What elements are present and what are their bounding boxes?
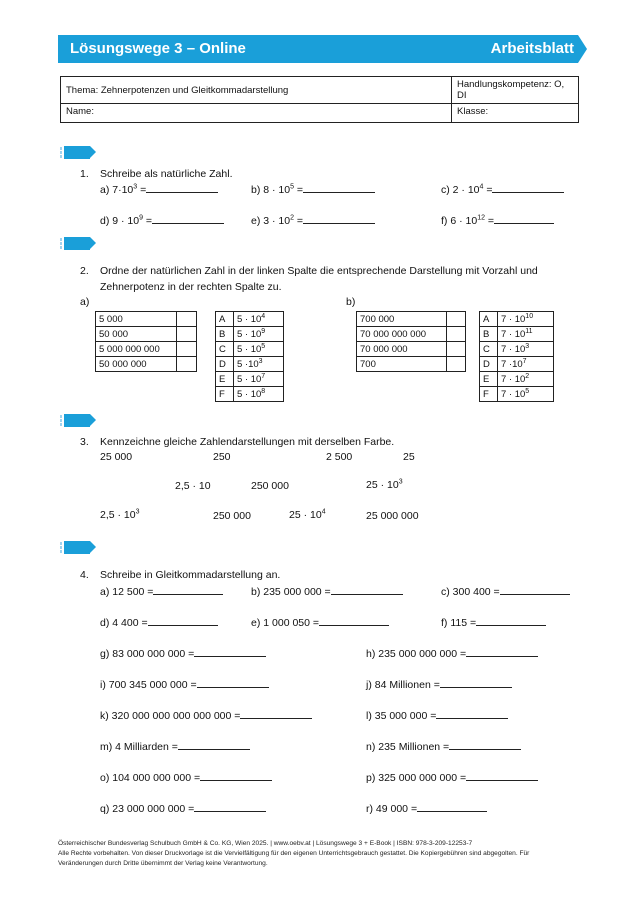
task1-item-a: a) $7\cdot 10^3$ =: [100, 182, 218, 196]
task1-item-f: f) $6 \cdot 10^{12}$ =: [441, 213, 554, 227]
option-value: $7 \cdot 10^5$: [498, 387, 554, 402]
answer-line[interactable]: [148, 615, 218, 626]
answer-line[interactable]: [492, 182, 564, 193]
option-letter: F: [480, 387, 498, 402]
number-cell: 5 000: [96, 312, 177, 327]
answer-line[interactable]: [153, 584, 223, 595]
task3-value[interactable]: $25 \cdot 10^3$: [366, 478, 403, 491]
answer-line[interactable]: [466, 646, 538, 657]
task3-number: 3.: [80, 436, 89, 448]
number-cell: 70 000 000 000: [357, 327, 447, 342]
option-letter: A: [480, 312, 498, 327]
task1-item-b: b) $8 \cdot 10^5$ =: [251, 182, 375, 196]
option-value: $5 \cdot 10^5$: [234, 342, 284, 357]
answer-line[interactable]: [197, 677, 269, 688]
task4-item: p) 325 000 000 000 =: [366, 770, 538, 784]
option-letter: B: [216, 327, 234, 342]
option-letter: A: [216, 312, 234, 327]
number-cell: 700 000: [357, 312, 447, 327]
task3-instruction: Kennzeichne gleiche Zahlendarstellungen mit derselben Farbe.: [100, 436, 395, 448]
task3-value[interactable]: $25 \cdot 10^4$: [289, 508, 326, 521]
number-cell: 700: [357, 357, 447, 372]
task2-instruction-2: Zehnerpotenz in der rechten Spalte zu.: [100, 281, 282, 293]
task2-a-label: a): [80, 296, 90, 308]
task4-number: 4.: [80, 569, 89, 581]
answer-line[interactable]: [303, 182, 375, 193]
option-value: $7 \cdot 10^7$: [498, 357, 554, 372]
answer-line[interactable]: [500, 584, 570, 595]
answer-line[interactable]: [152, 213, 224, 224]
answer-cell[interactable]: [177, 342, 197, 357]
footer: [58, 839, 578, 869]
option-value: $5 \cdot 10^4$: [234, 312, 284, 327]
answer-line[interactable]: [331, 584, 403, 595]
header-label: Arbeitsblatt: [490, 40, 574, 57]
task1-number: 1.: [80, 168, 89, 180]
task2-b-label: b): [346, 296, 356, 308]
task1-instruction: Schreibe als natürliche Zahl.: [100, 168, 233, 180]
header-banner: [58, 35, 578, 63]
task4-item: f) 115 =: [441, 615, 546, 629]
number-cell: 5 000 000 000: [96, 342, 177, 357]
task2b-numbers-table: [356, 311, 466, 372]
task1-item-e: e) $3 \cdot 10^2$ =: [251, 213, 375, 227]
thema-cell: Thema: Zehnerpotenzen und Gleitkommadarstellung: [61, 77, 452, 104]
task4-item: h) 235 000 000 000 =: [366, 646, 538, 660]
answer-cell[interactable]: [177, 327, 197, 342]
option-value: $7 \cdot 10^3$: [498, 342, 554, 357]
header-arrow: [578, 35, 587, 63]
number-cell: 70 000 000: [357, 342, 447, 357]
section-marker-icon: [60, 237, 94, 250]
answer-line[interactable]: [466, 770, 538, 781]
task4-item: c) 300 400 =: [441, 584, 570, 598]
task4-item: d) 4 400 =: [100, 615, 218, 629]
header-title: Lösungswege 3 – Online: [70, 40, 246, 57]
task3-value[interactable]: 25 000: [100, 451, 133, 463]
task2b-options-table: [479, 311, 554, 402]
task4-item: a) 12 500 =: [100, 584, 223, 598]
footer-line: Alle Rechte vorbehalten. Von dieser Druckvorlage ist die Vervielfältigung für den eigenen Unterrichtsgebrauch gestattet. Die Kopiergebühren sind abgegolten. Für: [58, 850, 530, 857]
answer-line[interactable]: [476, 615, 546, 626]
option-letter: D: [216, 357, 234, 372]
name-cell: Name:: [61, 104, 452, 123]
answer-cell[interactable]: [177, 357, 197, 372]
option-value: $7 \cdot 10^{11}$: [498, 327, 554, 342]
number-cell: 50 000: [96, 327, 177, 342]
answer-cell[interactable]: [177, 312, 197, 327]
task4-item: i) 700 345 000 000 =: [100, 677, 269, 691]
task3-value[interactable]: 250 000: [213, 510, 251, 522]
answer-cell[interactable]: [447, 327, 466, 342]
task4-item: e) 1 000 050 =: [251, 615, 389, 629]
task2-number: 2.: [80, 265, 89, 277]
answer-line[interactable]: [178, 739, 250, 750]
answer-line[interactable]: [240, 708, 312, 719]
option-letter: C: [480, 342, 498, 357]
task3-value[interactable]: $2,5 \cdot 10^3$: [100, 508, 140, 521]
answer-line[interactable]: [194, 646, 266, 657]
option-letter: C: [216, 342, 234, 357]
task4-item: k) 320 000 000 000 000 000 =: [100, 708, 312, 722]
task4-item: m) 4 Milliarden =: [100, 739, 250, 753]
number-cell: 50 000 000: [96, 357, 177, 372]
answer-cell[interactable]: [447, 312, 466, 327]
footer-line: Österreichischer Bundesverlag Schulbuch GmbH & Co. KG, Wien 2025. | www.oebv.at | Lösungswege 3 + E-Book | ISBN: 978-3-209-12253-7: [58, 840, 473, 847]
task4-item: q) 23 000 000 000 =: [100, 801, 266, 815]
kompetenz-cell: Handlungskompetenz: O, DI: [452, 77, 579, 104]
option-value: $5 \cdot 10^8$: [234, 387, 284, 402]
option-letter: D: [480, 357, 498, 372]
task4-item: g) 83 000 000 000 =: [100, 646, 266, 660]
task1-item-d: d) $9 \cdot 10^9$ =: [100, 213, 224, 227]
answer-line[interactable]: [417, 801, 487, 812]
klasse-cell: Klasse:: [452, 104, 579, 123]
option-letter: E: [216, 372, 234, 387]
option-letter: F: [216, 387, 234, 402]
task3-value[interactable]: 250: [213, 451, 231, 463]
task4-item: r) 49 000 =: [366, 801, 487, 815]
task4-instruction: Schreibe in Gleitkommadarstellung an.: [100, 569, 281, 581]
option-letter: B: [480, 327, 498, 342]
answer-cell[interactable]: [447, 357, 466, 372]
option-value: $5 \cdot 10^9$: [234, 327, 284, 342]
footer-line: Veränderungen durch Dritte übernimmt der Verlag keine Verantwortung.: [58, 860, 268, 867]
task3-value[interactable]: 2 500: [326, 451, 353, 463]
answer-line[interactable]: [494, 213, 554, 224]
section-marker-icon: [60, 541, 94, 554]
task3-value[interactable]: 250 000: [251, 480, 289, 492]
task2a-numbers-table: [95, 311, 197, 372]
task3-value[interactable]: 25: [403, 451, 415, 463]
task1-item-c: c) $2 \cdot 10^4$ =: [441, 182, 564, 196]
section-marker-icon: [60, 146, 94, 159]
task4-item: b) 235 000 000 =: [251, 584, 403, 598]
answer-line[interactable]: [303, 213, 375, 224]
answer-line[interactable]: [440, 677, 512, 688]
task4-item: j) 84 Millionen =: [366, 677, 512, 691]
info-table: [60, 76, 579, 123]
answer-cell[interactable]: [447, 342, 466, 357]
task4-item: o) 104 000 000 000 =: [100, 770, 272, 784]
task3-value[interactable]: 25 000 000: [366, 510, 419, 522]
task2a-options-table: [215, 311, 284, 402]
answer-line[interactable]: [200, 770, 272, 781]
option-value: $7 \cdot 10^2$: [498, 372, 554, 387]
option-value: $5 \cdot 10^7$: [234, 372, 284, 387]
answer-line[interactable]: [319, 615, 389, 626]
option-value: $5 \cdot 10^3$: [234, 357, 284, 372]
answer-line[interactable]: [449, 739, 521, 750]
answer-line[interactable]: [146, 182, 218, 193]
option-letter: E: [480, 372, 498, 387]
task4-item: n) 235 Millionen =: [366, 739, 521, 753]
answer-line[interactable]: [194, 801, 266, 812]
task3-value[interactable]: 2,5 · 10: [175, 480, 211, 492]
option-value: $7 \cdot 10^{10}$: [498, 312, 554, 327]
answer-line[interactable]: [436, 708, 508, 719]
section-marker-icon: [60, 414, 94, 427]
task2-instruction-1: Ordne der natürlichen Zahl in der linken Spalte die entsprechende Darstellung mit Vorzahl und: [100, 265, 538, 277]
task4-item: l) 35 000 000 =: [366, 708, 508, 722]
